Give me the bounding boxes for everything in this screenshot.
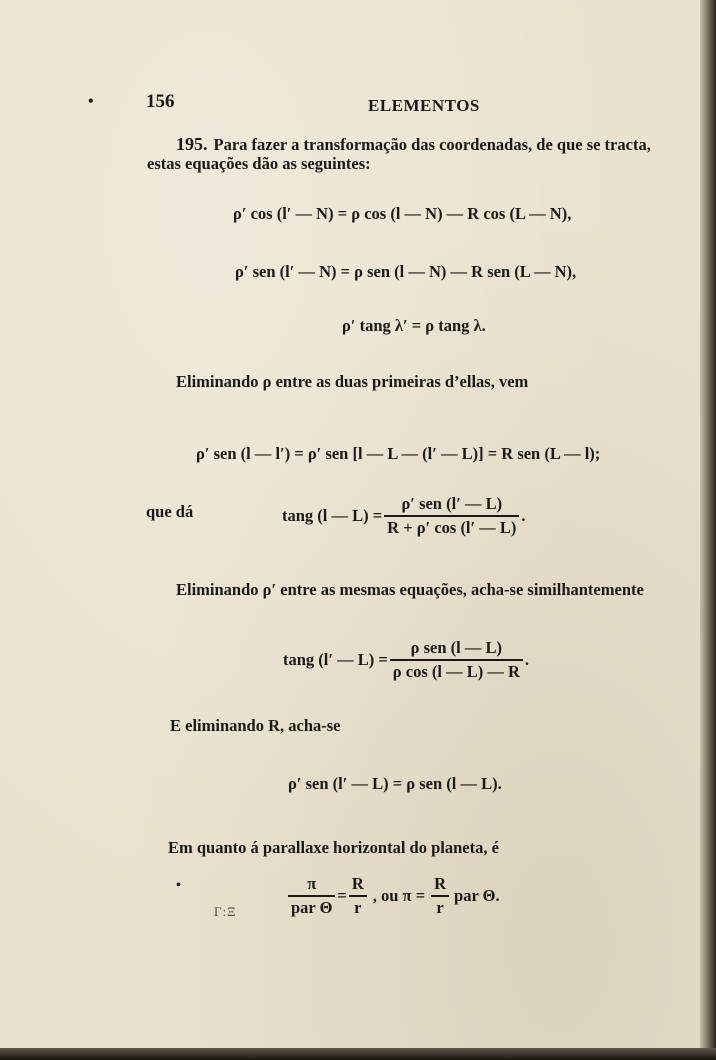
paragraph-195-line-2: estas equações dão as seguintes: (147, 154, 371, 173)
fraction-bar (288, 895, 335, 897)
paragraph-text: Para fazer a transformação das coordenadas, de que se tracta, (213, 135, 651, 154)
equation-sen-difference: ρ′ sen (l — l′) = ρ′ sen [l — L — (l′ — L)] = R sen (L — l); (196, 444, 601, 463)
fraction-numerator: R (351, 874, 364, 893)
fraction-pi-over-par (288, 874, 335, 918)
scan-border (0, 1048, 716, 1060)
fraction-numerator: ρ sen (l — L) (410, 638, 502, 657)
equation-tang: ρ′ tang λ′ = ρ tang λ. (342, 316, 486, 335)
fraction-denominator: r (354, 897, 362, 917)
equation-tang-fraction-1 (282, 494, 526, 538)
paragraph-parallaxe: Em quanto á parallaxe horizontal do planeta, é (168, 838, 499, 857)
fraction (384, 494, 519, 538)
ink-smudge: Γ:Ξ (214, 904, 237, 919)
fraction-denominator: R + ρ′ cos (l′ — L) (387, 517, 517, 537)
fraction-r-over-r (349, 874, 367, 918)
paragraph-eliminando-r: E eliminando R, acha-se (170, 716, 341, 735)
equation-parallax (286, 874, 500, 918)
fraction-denominator: r (436, 897, 444, 917)
equation-tang-fraction-2 (283, 638, 529, 682)
margin-mark: • (88, 93, 94, 110)
fraction (390, 638, 523, 682)
equation-connector: , ou π = (372, 885, 426, 905)
paragraph-number: 195. (176, 134, 208, 154)
fraction-denominator: ρ cos (l — L) — R (392, 661, 520, 681)
fraction-denominator: par Θ (291, 897, 333, 917)
fraction-numerator: R (434, 874, 447, 893)
equation-sen-equality: ρ′ sen (l′ — L) = ρ sen (l — L). (288, 774, 502, 793)
equation-cos: ρ′ cos (l′ — N) = ρ cos (l — N) — R cos (L — N), (233, 204, 572, 223)
equation-end: . (521, 505, 526, 525)
fraction-numerator: π (307, 874, 317, 893)
paragraph-eliminando-rho-prime: Eliminando ρ′ entre as mesmas equações, acha-se similhantemente (176, 580, 644, 599)
paragraph-que-da: que dá (146, 502, 194, 521)
equation-end: . (524, 649, 529, 669)
fraction-r-over-r-2 (431, 874, 449, 918)
page-number: 156 (146, 91, 175, 112)
fraction-bar (384, 515, 519, 517)
fraction-bar (349, 895, 367, 897)
equation-lhs: tang (l — L) = (282, 505, 383, 525)
fraction-bar (390, 659, 523, 661)
equation-end: par Θ. (454, 885, 500, 905)
bottom-mark: • (176, 878, 181, 893)
running-head: ELEMENTOS (368, 96, 480, 115)
page-edge (700, 0, 716, 1060)
fraction-bar (431, 895, 449, 897)
equation-lhs: tang (l′ — L) = (283, 649, 388, 669)
paragraph-195-line-1 (176, 134, 651, 155)
paragraph-eliminando-rho: Eliminando ρ entre as duas primeiras d’ellas, vem (176, 372, 529, 391)
equation-sen: ρ′ sen (l′ — N) = ρ sen (l — N) — R sen (L — N), (235, 262, 577, 281)
equals-sign: = (337, 885, 347, 905)
fraction-numerator: ρ′ sen (l′ — L) (401, 494, 503, 513)
